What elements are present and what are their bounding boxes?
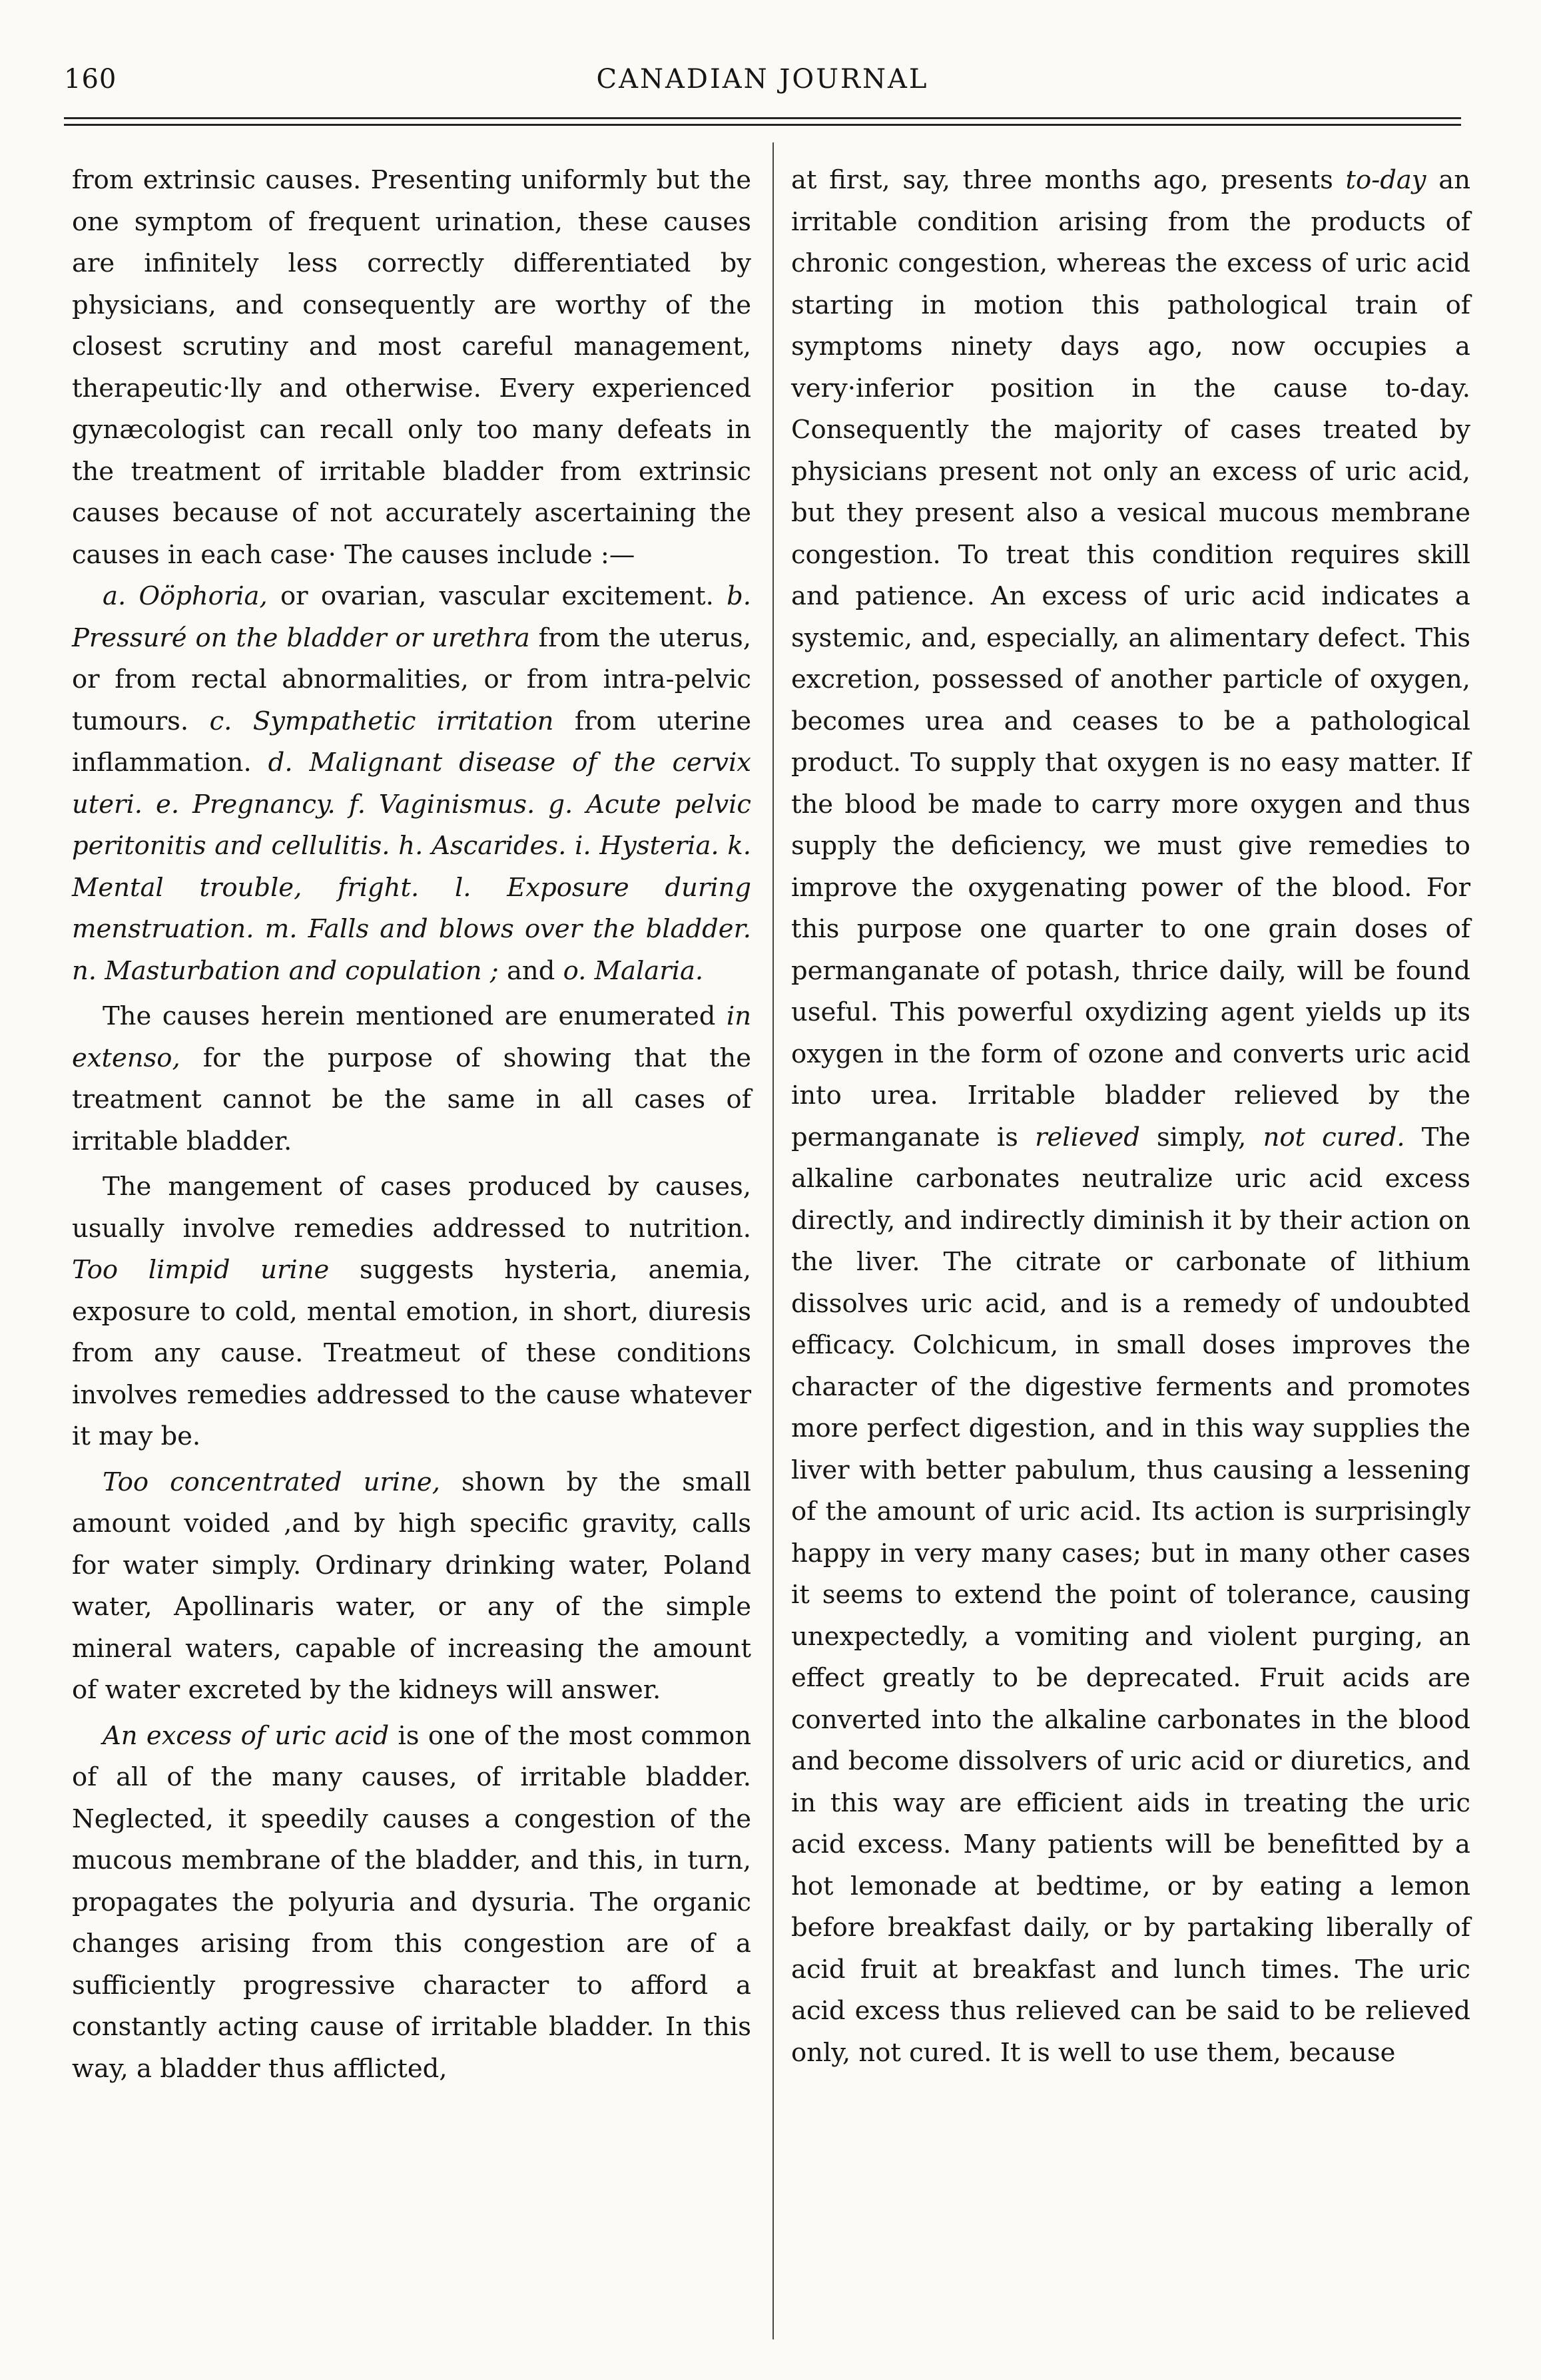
left-column [72,160,751,2090]
text: suggests hysteria, anemia, exposure to cold, mental emotion, in short, diuresis from any cause. Treatmeut of these conditions involves remedies addressed to the cause whatever it may be. [72,1255,752,1451]
cause-term: i. Hysteria. [575,831,719,861]
cause-term: h. Ascarides. [398,831,567,861]
cause-term: m. Falls and blows over the bladder. [264,914,751,944]
cause-letter: b. [727,581,751,611]
page-number: 160 [64,64,117,95]
emphasis: An excess of uric acid [103,1720,390,1751]
paragraph [72,1166,751,1458]
text: is one of the most common of all of the many causes, of irritable bladder. Neglected, it speedily causes a congestion of the mucous membrane of the bladder, and this, in turn, propagates the polyuria and dysuria. The organic changes arising from this congestion are of a sufficiently progressive character to afford a constantly acting cause of irritable bladder. In this way, a bladder thus afflicted, [72,1720,752,2084]
page-header [64,64,1461,111]
column-divider [772,142,774,2339]
text: The alkaline carbonates neutralize uric acid excess directly, and indirectly diminish it by their action on the liver. The citrate or carbonate of lithium dissolves uric acid, and is a remedy of undoubted efficacy. Colchicum, in small doses improves the character of the digestive ferments and promotes more perfect digestion, and in this way supplies the liver with better pabulum, thus causing a lessening of the amount of uric acid. Its action is surprisingly happy in very many cases; but in many other cases it seems to extend the point of tolerance, causing unexpectedly, a vomiting and violent purging, an effect greatly to be deprecated. Fruit acids are converted into the alkaline carbonates in the blood and become dissolvers of uric acid or diuretics, and in this way are efficient aids in treating the uric acid excess. Many patients will be benefitted by a hot lemonade at bedtime, or by eating a lemon before breakfast daily, or by partaking liberally of acid fruit at breakfast and lunch times. The uric acid excess thus relieved can be said to be relieved only, not cured. It is well to use them, because [791,1122,1470,2068]
header-rule-top [64,117,1461,119]
causes-list [72,576,751,992]
cause-text: from the uterus, or from rectal abnormalities, or from intra-pelvic tumours. [72,622,751,736]
cause-term: Sympathetic irritation [252,706,554,736]
text: an irritable condition arising from the products of chronic congestion, whereas the excess of uric acid starting in motion this pathological train of symptoms ninety days ago, now occupies a very·inferior position in the cause to-day. Consequently the majority of cases treated by physicians present not only an excess of uric acid, but they present also a vesical mucous membrane congestion. To treat this condition requires skill and patience. An excess of uric acid indicates a systemic, and, especially, an alimentary defect. This excretion, possessed of another particle of oxygen, becomes urea and ceases to be a pathological product. To supply that oxygen is no easy matter. If the blood be made to carry more oxygen and thus supply the deficiency, we must give remedies to improve the oxygenating power of the blood. For this purpose one quarter to one grain doses of permanganate of potash, thrice daily, will be found useful. This powerful oxydizing agent yields up its oxygen in the form of ozone and converts uric acid into urea. Irritable bladder relieved by the permanganate is [791,165,1470,1152]
text: The causes herein mentioned are enumerated [103,1001,727,1031]
text: for the purpose of showing that the treatment cannot be the same in all cases of irritable bladder. [72,1043,751,1156]
cause-text: or ovarian, vascular excitement. [267,581,727,611]
paragraph [791,160,1470,2074]
header-rule-bottom [64,124,1461,126]
right-column [791,160,1470,2074]
emphasis: to-day [1345,165,1426,195]
cause-term: f. Vaginismus. [348,789,535,820]
cause-term: Oöphoria, [139,581,268,611]
cause-text: from uterine inflammation. [72,706,751,778]
cause-term: k. Mental trouble, fright. [72,831,751,903]
running-head: CANADIAN JOURNAL [596,64,929,95]
paragraph [72,1716,751,2090]
text: simply, [1139,1122,1263,1152]
text: shown by the small amount voided ,and by high specific gravity, calls for water simply. Ordinary drinking water, Poland water, Apollinaris water, or any of the simple mineral waters, capable of increasing the amount of water excreted by the kidneys will answer. [72,1467,751,1705]
text: at first, say, three months ago, presents [791,165,1346,195]
cause-term: d. Malignant disease of the cervix uteri. [72,748,751,820]
emphasis: Too limpid urine [72,1255,330,1285]
cause-term: Pressuré on the bladder or urethra [72,622,530,653]
text: The mangement of cases produced by causes, usually involve remedies addressed to nutrition. [72,1172,751,1244]
emphasis: relieved [1035,1122,1140,1152]
cause-term: e. Pregnancy. [156,789,336,820]
cause-text: and [498,955,563,986]
cause-letter: c. [209,706,232,736]
cause-term: g. Acute pelvic peritonitis and cellulitis. [72,789,751,861]
emphasis: not cured. [1263,1122,1405,1152]
emphasis: in extenso, [72,1001,751,1073]
cause-letter: a. [103,581,127,611]
cause-term: l. Exposure during menstruation. [72,872,752,944]
cause-term: n. Masturbation and copulation ; [72,955,499,986]
paragraph: from extrinsic causes. Presenting uniformly but the one symptom of frequent urination, these causes are infinitely less correctly differentiated by physicians, and consequently are worthy of the closest scrutiny and most careful management, therapeutic·lly and otherwise. Every experienced gynæcologist can recall only too many defeats in the treatment of irritable bladder from extrinsic causes because of not accurately ascertaining the causes in each case· The causes include :— [72,165,751,570]
paragraph [72,996,751,1162]
cause-term: o. Malaria. [563,955,704,986]
emphasis: Too concentrated urine, [103,1467,440,1497]
paragraph [72,1462,751,1712]
